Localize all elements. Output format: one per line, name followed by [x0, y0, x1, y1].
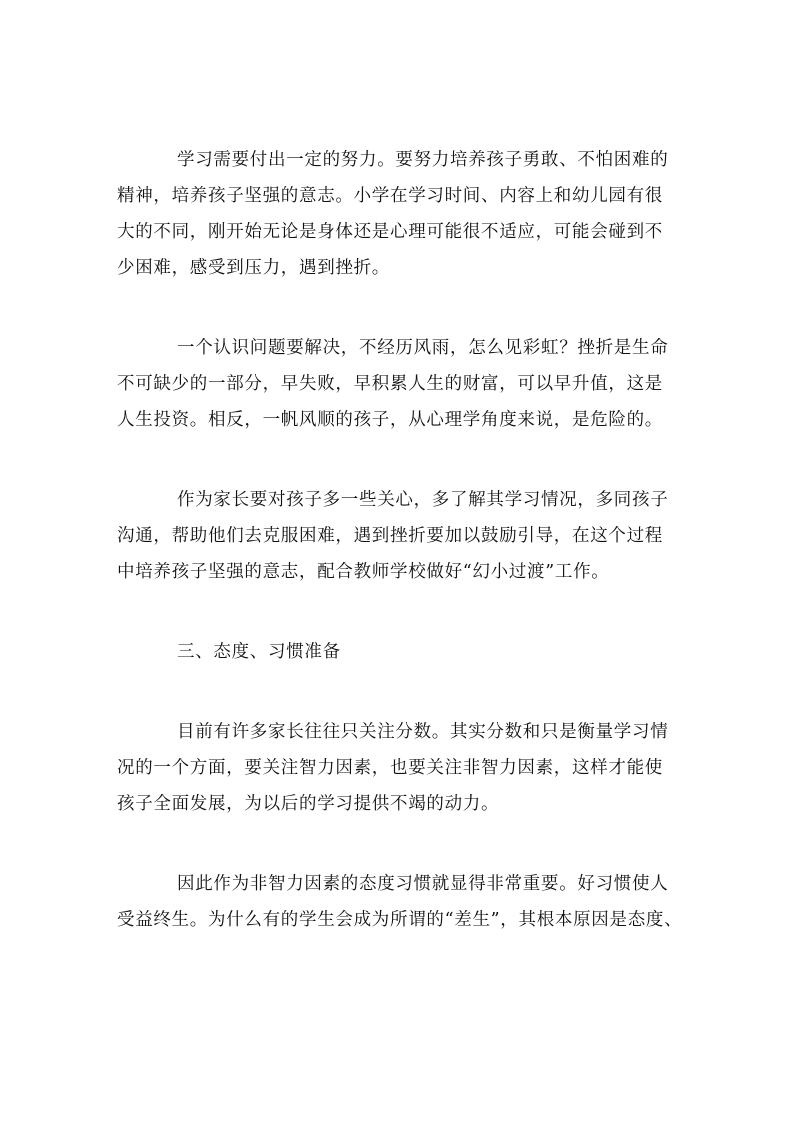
text-line: 孩子全面发展，为以后的学习提供不竭的动力。	[117, 794, 500, 814]
text-line: 少困难，感受到压力，遇到挫折。	[117, 258, 390, 278]
paragraph-habits	[117, 866, 683, 938]
section-heading-text: 三、态度、习惯准备	[177, 642, 341, 662]
paragraph-parent-care	[117, 482, 683, 590]
paragraph-setbacks	[117, 330, 683, 438]
text-line: 目前有许多家长往往只关注分数。其实分数和只是衡量学习情	[177, 722, 669, 742]
text-line: 大的不同，刚开始无论是身体还是心理可能很不适应，可能会碰到不	[117, 222, 663, 242]
text-line: 学习需要付出一定的努力。要努力培养孩子勇敢、不怕困难的	[177, 150, 669, 170]
paragraph-scores	[117, 714, 683, 822]
text-line: 沟通，帮助他们去克服困难，遇到挫折要加以鼓励引导，在这个过程	[117, 526, 663, 546]
text-line: 不可缺少的一部分，早失败，早积累人生的财富，可以早升值，这是	[117, 374, 663, 394]
text-line: 况的一个方面，要关注智力因素，也要关注非智力因素，这样才能使	[117, 758, 663, 778]
text-line: 因此作为非智力因素的态度习惯就显得非常重要。好习惯使人	[177, 874, 669, 894]
text-line: 作为家长要对孩子多一些关心，多了解其学习情况，多同孩子	[177, 490, 669, 510]
text-line: 人生投资。相反，一帆风顺的孩子，从心理学角度来说，是危险的。	[117, 410, 663, 430]
text-line: 精神，培养孩子坚强的意志。小学在学习时间、内容上和幼儿园有很	[117, 186, 663, 206]
paragraph-perseverance	[117, 142, 683, 286]
section-heading	[117, 634, 683, 670]
text-line: 一个认识问题要解决，不经历风雨，怎么见彩虹？挫折是生命	[177, 338, 669, 358]
text-line: 受益终生。为什么有的学生会成为所谓的“差生”，其根本原因是态度、	[117, 910, 683, 930]
text-line: 中培养孩子坚强的意志，配合教师学校做好“幻小过渡”工作。	[117, 562, 610, 582]
document-body	[117, 142, 683, 982]
